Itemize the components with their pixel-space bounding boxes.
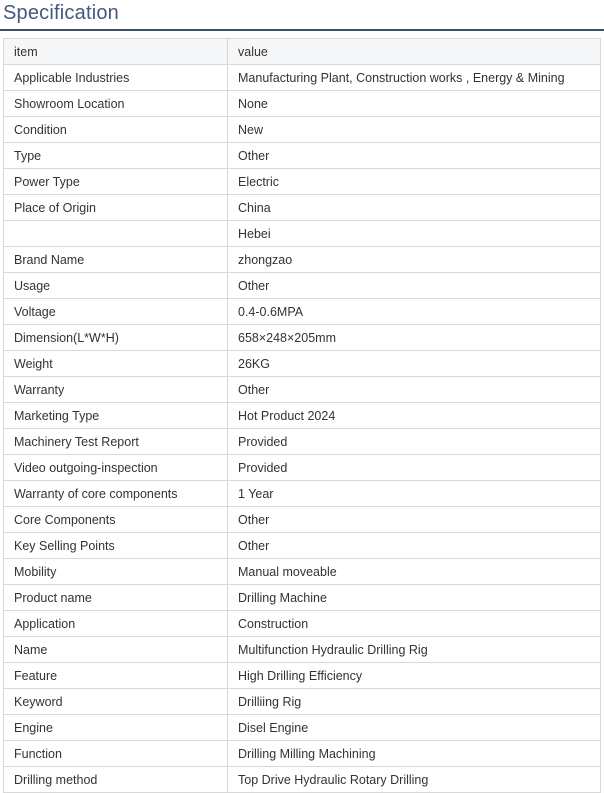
spec-item-cell: Warranty of core components — [4, 481, 228, 507]
spec-table — [3, 38, 601, 793]
spec-item-cell: Function — [4, 741, 228, 767]
spec-value-cell: 658×248×205mm — [228, 325, 601, 351]
spec-value-cell: Hebei — [228, 221, 601, 247]
table-row — [4, 689, 601, 715]
spec-item-cell: Showroom Location — [4, 91, 228, 117]
spec-value-cell: Multifunction Hydraulic Drilling Rig — [228, 637, 601, 663]
spec-value-cell: Electric — [228, 169, 601, 195]
spec-item-cell: Type — [4, 143, 228, 169]
spec-item-cell: Video outgoing-inspection — [4, 455, 228, 481]
table-row — [4, 299, 601, 325]
table-row — [4, 273, 601, 299]
header-cell-value: value — [228, 39, 601, 65]
spec-value-cell: Provided — [228, 429, 601, 455]
table-row — [4, 611, 601, 637]
table-row — [4, 403, 601, 429]
table-row — [4, 91, 601, 117]
table-row — [4, 169, 601, 195]
spec-value-cell: Drilling Milling Machining — [228, 741, 601, 767]
spec-item-cell: Warranty — [4, 377, 228, 403]
spec-table-body — [4, 65, 601, 793]
table-row — [4, 455, 601, 481]
table-row — [4, 325, 601, 351]
spec-value-cell: Manufacturing Plant, Construction works , Energy & Mining — [228, 65, 601, 91]
table-row — [4, 507, 601, 533]
spec-value-cell: 26KG — [228, 351, 601, 377]
spec-value-cell: Other — [228, 507, 601, 533]
spec-item-cell: Name — [4, 637, 228, 663]
spec-value-cell: Manual moveable — [228, 559, 601, 585]
table-row — [4, 533, 601, 559]
spec-value-cell: Disel Engine — [228, 715, 601, 741]
spec-value-cell: High Drilling Efficiency — [228, 663, 601, 689]
spec-value-cell: 1 Year — [228, 481, 601, 507]
spec-item-cell: Mobility — [4, 559, 228, 585]
spec-item-cell: Product name — [4, 585, 228, 611]
spec-value-cell: 0.4-0.6MPA — [228, 299, 601, 325]
spec-value-cell: Other — [228, 273, 601, 299]
spec-item-cell: Usage — [4, 273, 228, 299]
spec-value-cell: None — [228, 91, 601, 117]
spec-item-cell: Voltage — [4, 299, 228, 325]
spec-table-head — [4, 39, 601, 65]
title-underline — [0, 29, 604, 31]
spec-item-cell: Core Components — [4, 507, 228, 533]
spec-item-cell: Applicable Industries — [4, 65, 228, 91]
table-row — [4, 559, 601, 585]
table-row — [4, 377, 601, 403]
spec-item-cell: Drilling method — [4, 767, 228, 793]
spec-value-cell: Other — [228, 143, 601, 169]
spec-value-cell: China — [228, 195, 601, 221]
spec-value-cell: Other — [228, 377, 601, 403]
table-row — [4, 663, 601, 689]
spec-item-cell: Marketing Type — [4, 403, 228, 429]
spec-value-cell: zhongzao — [228, 247, 601, 273]
spec-value-cell: Provided — [228, 455, 601, 481]
spec-value-cell: Drilliing Rig — [228, 689, 601, 715]
header-cell-item: item — [4, 39, 228, 65]
table-row — [4, 143, 601, 169]
spec-value-cell: Construction — [228, 611, 601, 637]
table-row — [4, 247, 601, 273]
section-title: Specification — [3, 2, 119, 24]
table-row — [4, 637, 601, 663]
spec-item-cell: Place of Origin — [4, 195, 228, 221]
spec-header-row — [4, 39, 601, 65]
spec-item-cell: Brand Name — [4, 247, 228, 273]
spec-item-cell: Dimension(L*W*H) — [4, 325, 228, 351]
spec-item-cell: Weight — [4, 351, 228, 377]
table-row — [4, 741, 601, 767]
spec-item-cell: Application — [4, 611, 228, 637]
spec-item-cell: Engine — [4, 715, 228, 741]
table-row — [4, 481, 601, 507]
spec-value-cell: New — [228, 117, 601, 143]
spec-item-cell: Keyword — [4, 689, 228, 715]
table-row — [4, 351, 601, 377]
table-row — [4, 195, 601, 221]
table-row — [4, 117, 601, 143]
spec-value-cell: Hot Product 2024 — [228, 403, 601, 429]
spec-item-cell — [4, 221, 228, 247]
spec-item-cell: Machinery Test Report — [4, 429, 228, 455]
spec-item-cell: Condition — [4, 117, 228, 143]
table-row — [4, 429, 601, 455]
spec-value-cell: Drilling Machine — [228, 585, 601, 611]
spec-value-cell: Top Drive Hydraulic Rotary Drilling — [228, 767, 601, 793]
spec-item-cell: Power Type — [4, 169, 228, 195]
table-row — [4, 715, 601, 741]
table-row — [4, 585, 601, 611]
table-row — [4, 221, 601, 247]
table-row — [4, 767, 601, 793]
spec-item-cell: Feature — [4, 663, 228, 689]
spec-item-cell: Key Selling Points — [4, 533, 228, 559]
spec-value-cell: Other — [228, 533, 601, 559]
table-row — [4, 65, 601, 91]
